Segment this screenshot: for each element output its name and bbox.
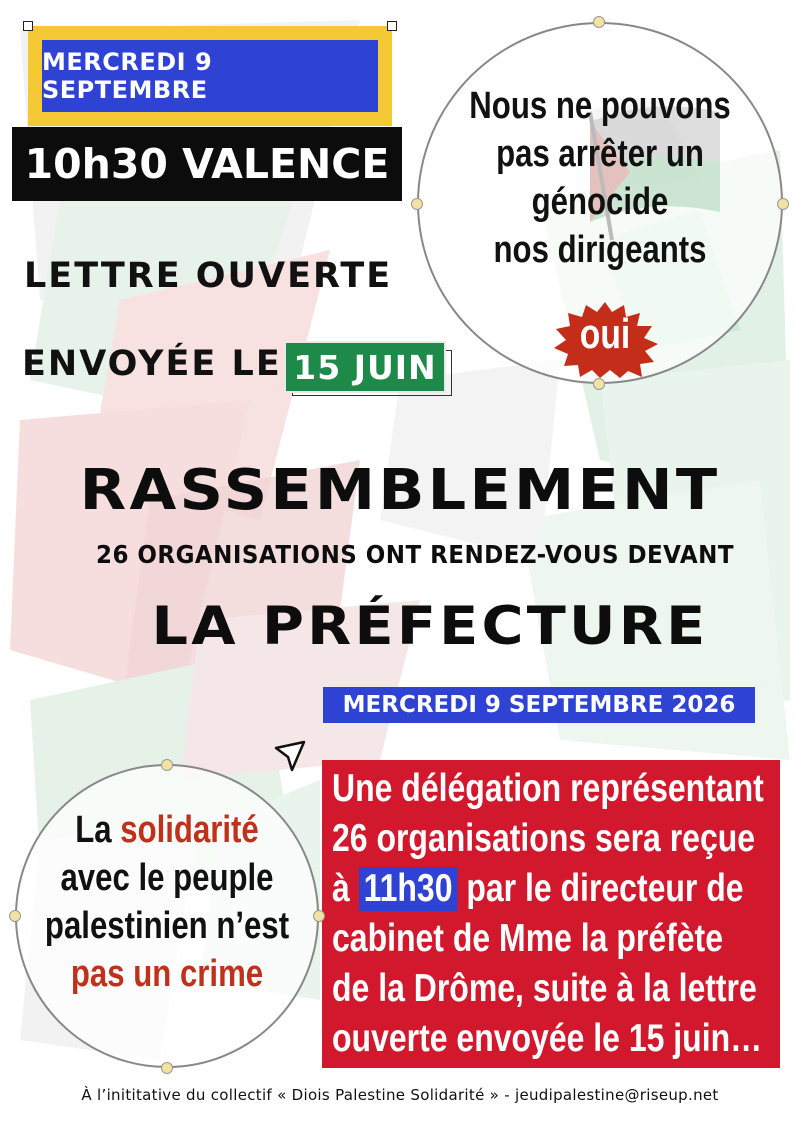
quote-text (417, 82, 783, 274)
delegation-line-3-prefix: à (332, 867, 359, 910)
quote-line-3: génocide (531, 181, 669, 223)
solidarity-line-4: pas un crime (70, 953, 264, 995)
solidarity-highlight: solidarité (120, 809, 259, 851)
oui-badge: oui (579, 310, 631, 357)
resize-handle-top-right (387, 21, 397, 31)
circle-handle (161, 759, 173, 771)
quote-line-1: Nous ne pouvons (469, 85, 731, 127)
delegation-box (322, 760, 780, 1068)
delegation-line-6: ouverte envoyée le 15 juin… (332, 1017, 763, 1060)
full-date-badge: MERCREDI 9 SEPTEMBRE 2026 (323, 687, 755, 723)
solidarity-text (15, 806, 319, 998)
date-banner-text: MERCREDI 9 SEPTEMBRE (42, 40, 378, 112)
meeting-time-highlight: 11h30 (359, 867, 458, 911)
footer-credit: À l’inititative du collectif « Diois Palestine Solidarité » - jeudipalestine@riseup.net (81, 1086, 719, 1104)
solidarity-prefix: La (75, 809, 121, 851)
pointer-icon (272, 740, 306, 774)
solidarity-line-3: palestinien n’est (44, 905, 290, 947)
circle-handle (593, 378, 605, 390)
solidarity-line-1 (42, 806, 291, 854)
main-title: RASSEMBLEMENT (79, 458, 721, 523)
delegation-line-1: Une délégation représentant (332, 767, 764, 810)
quote-line-4: nos dirigeants (493, 229, 707, 271)
quote-line-2: pas arrêter un (496, 133, 704, 175)
main-subtitle: 26 ORGANISATIONS ONT RENDEZ-VOUS DEVANT (95, 540, 734, 569)
letter-line-2: ENVOYÉE LE (22, 344, 282, 384)
delegation-line-5: de la Drôme, suite à la lettre (332, 967, 757, 1010)
date-banner (28, 26, 392, 126)
solidarity-line-2: avec le peuple (60, 857, 274, 899)
resize-handle-top-left (23, 21, 33, 31)
delegation-line-3 (332, 864, 744, 914)
delegation-line-4: cabinet de Mme la préfète (332, 917, 723, 960)
delegation-line-3-suffix: par le directeur de (457, 867, 744, 910)
circle-handle (593, 16, 605, 28)
date-tag: 15 JUIN (284, 341, 446, 393)
letter-line-1: LETTRE OUVERTE (24, 256, 393, 296)
place-title: LA PRÉFECTURE (151, 596, 709, 657)
time-place-label: 10h30 VALENCE (12, 127, 402, 201)
delegation-line-2: 26 organisations sera reçue (332, 817, 756, 860)
circle-handle (161, 1062, 173, 1074)
